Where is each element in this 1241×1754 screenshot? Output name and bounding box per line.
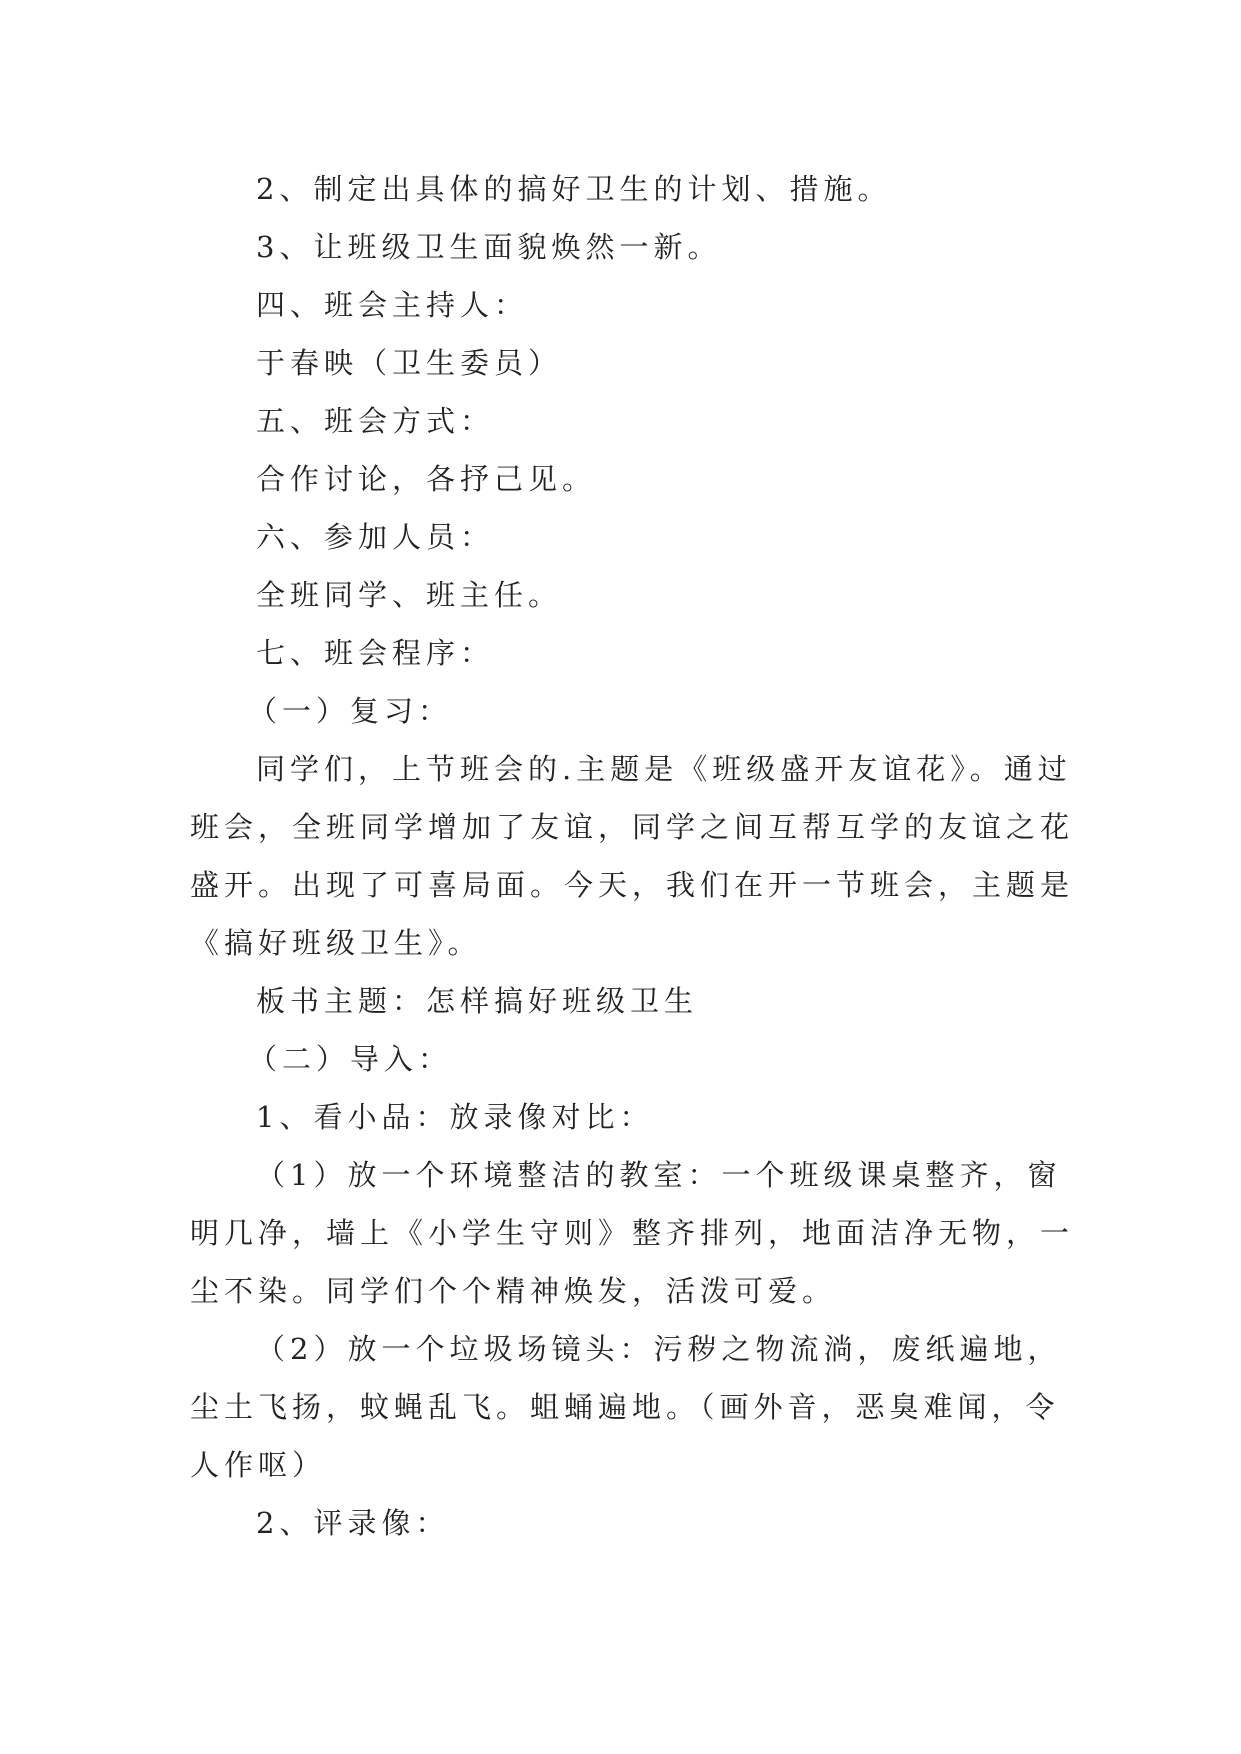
text-line: 班会，全班同学增加了友谊，同学之间互帮互学的友谊之花 xyxy=(190,810,1075,844)
text-line: 《搞好班级卫生》。 xyxy=(190,926,482,960)
section-heading: 七、班会程序： xyxy=(256,636,495,670)
text-line: （1）放一个环境整洁的教室：一个班级课桌整齐，窗 xyxy=(256,1158,1062,1192)
text-line: 1、看小品：放录像对比： xyxy=(256,1100,654,1134)
text-line: 2、评录像： xyxy=(256,1506,450,1540)
text-line: （2）放一个垃圾场镜头：污秽之物流淌，废纸遍地， xyxy=(256,1332,1062,1366)
text-line: 尘不染。同学们个个精神焕发，活泼可爱。 xyxy=(190,1274,837,1308)
subsection-heading: （二）导入： xyxy=(248,1042,453,1076)
section-heading: 六、参加人员： xyxy=(256,520,495,554)
text-line: 于春映（卫生委员） xyxy=(256,346,563,380)
text-line: 合作讨论，各抒己见。 xyxy=(256,462,597,496)
text-line: 3、让班级卫生面貌焕然一新。 xyxy=(256,230,722,264)
text-line: 2、制定出具体的搞好卫生的计划、措施。 xyxy=(256,172,892,206)
text-line: 人作呕） xyxy=(190,1448,327,1482)
section-heading: 四、班会主持人： xyxy=(256,288,529,322)
text-line: 板书主题：怎样搞好班级卫生 xyxy=(256,984,699,1018)
text-line: 明几净，墙上《小学生守则》整齐排列，地面洁净无物，一 xyxy=(190,1216,1075,1250)
document-body xyxy=(190,160,1075,1552)
text-line: 盛开。出现了可喜局面。今天，我们在开一节班会，主题是 xyxy=(190,868,1075,902)
text-line: 同学们，上节班会的.主题是《班级盛开友谊花》。通过 xyxy=(256,752,1072,786)
subsection-heading: （一）复习： xyxy=(248,694,453,728)
text-line: 全班同学、班主任。 xyxy=(256,578,563,612)
text-line: 尘土飞扬，蚊蝇乱飞。蛆蛹遍地。（画外音，恶臭难闻，令 xyxy=(190,1390,1060,1424)
section-heading: 五、班会方式： xyxy=(256,404,495,438)
